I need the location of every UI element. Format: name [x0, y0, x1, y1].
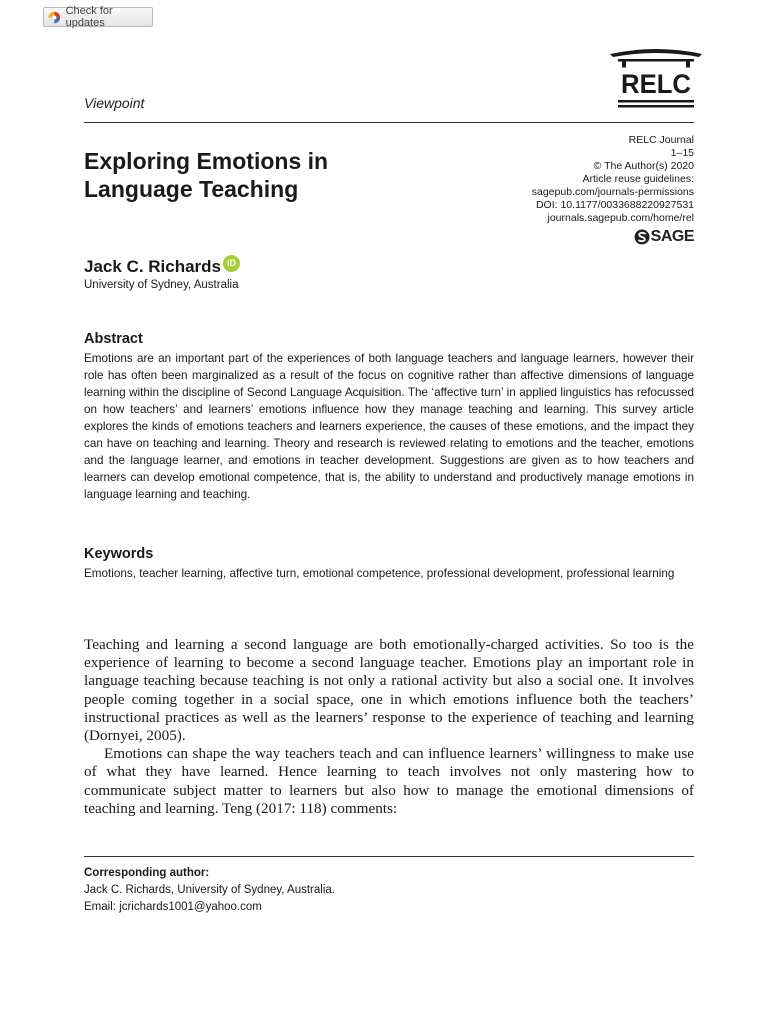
- sage-s-icon: [634, 229, 650, 245]
- copyright: © The Author(s) 2020: [593, 160, 694, 172]
- footnote-divider: [84, 856, 694, 857]
- title-line: Exploring Emotions in: [84, 148, 329, 174]
- section-label: Viewpoint: [84, 95, 145, 111]
- corresponding-author-email[interactable]: Email: jcrichards1001@yahoo.com: [84, 901, 262, 913]
- permissions-link[interactable]: sagepub.com/journals-permissions: [531, 186, 694, 198]
- abstract-text: Emotions are an important part of the experiences of both language teachers and language learners, however their role has often been marginalized as a result of the focus on cognitive rather than affective dimensions of language learning within the discipline of Second Language Acquisition. The ‘affective turn’ in applied linguistics has refocussed on how teachers’ and learners’ emotions influence how they manage teaching and learning. This survey article explores the kinds of emotions teachers and learners experience, the causes of these emotions, and the impact they can have on teaching and learning. Theory and research is reviewed relating to emotions and the teacher, emotions and the language learner, and emotions in teacher development. Suggestions are given as to how teachers and learners can develop emotional competence, that is, the ability to understand and productively manage emotions in language learning and teaching.: [84, 352, 694, 501]
- abstract-heading: Abstract: [84, 331, 143, 347]
- corresponding-author-affiliation: Jack C. Richards, University of Sydney, Australia.: [84, 884, 335, 896]
- author-line: [84, 257, 240, 277]
- reuse-guidelines-label: Article reuse guidelines:: [582, 173, 694, 185]
- body-paragraph: Teaching and learning a second language are both emotionally-charged activities. So too is the experience of learning to become a second language teacher. Emotions play an important role in language teaching because teaching is not only a rational activity but also a social one. It involves people coming together in a social space, one in which emotions influence both the teachers’ instructional practices as well as the learners’ response to the experience of teaching and learning (Dornyei, 2005).: [84, 636, 694, 745]
- check-for-updates-label: Check for updates: [65, 5, 113, 29]
- keywords-heading: Keywords: [84, 546, 154, 562]
- publisher-name: SAGE: [650, 228, 694, 245]
- publisher-logo: [634, 228, 694, 246]
- corresponding-author-label: Corresponding author:: [84, 867, 210, 879]
- page-range: 1–15: [670, 147, 694, 159]
- keywords-text: Emotions, teacher learning, affective turn, emotional competence, professional development, professional learning: [84, 567, 675, 580]
- doi-link[interactable]: DOI: 10.1177/0033688220927531: [535, 199, 694, 211]
- check-for-updates-button[interactable]: [43, 7, 153, 27]
- footnote: [84, 865, 335, 916]
- journal-meta: [532, 134, 694, 225]
- article-title: [84, 147, 464, 203]
- author-name: Jack C. Richards: [84, 257, 222, 276]
- logo-text: RELC: [621, 69, 691, 99]
- journal-name: RELC Journal: [628, 134, 694, 146]
- relc-logo: [608, 46, 704, 112]
- title-line: Language Teaching: [84, 176, 299, 202]
- orcid-icon[interactable]: iD: [223, 255, 240, 272]
- header-divider: [84, 122, 694, 123]
- journal-homepage-link[interactable]: journals.sagepub.com/home/rel: [547, 212, 694, 224]
- body-paragraph: Emotions can shape the way teachers teach and can influence learners’ willingness to make use of what they have learned. Hence learning to teach involves not only mastering how to communicate subject matter to learners but also how to manage the emotional dimensions of teaching and learning. Teng (2017: 118) comments:: [84, 745, 694, 817]
- body-text: [84, 636, 694, 818]
- crossmark-icon: [48, 11, 61, 24]
- author-affiliation: University of Sydney, Australia: [84, 279, 239, 291]
